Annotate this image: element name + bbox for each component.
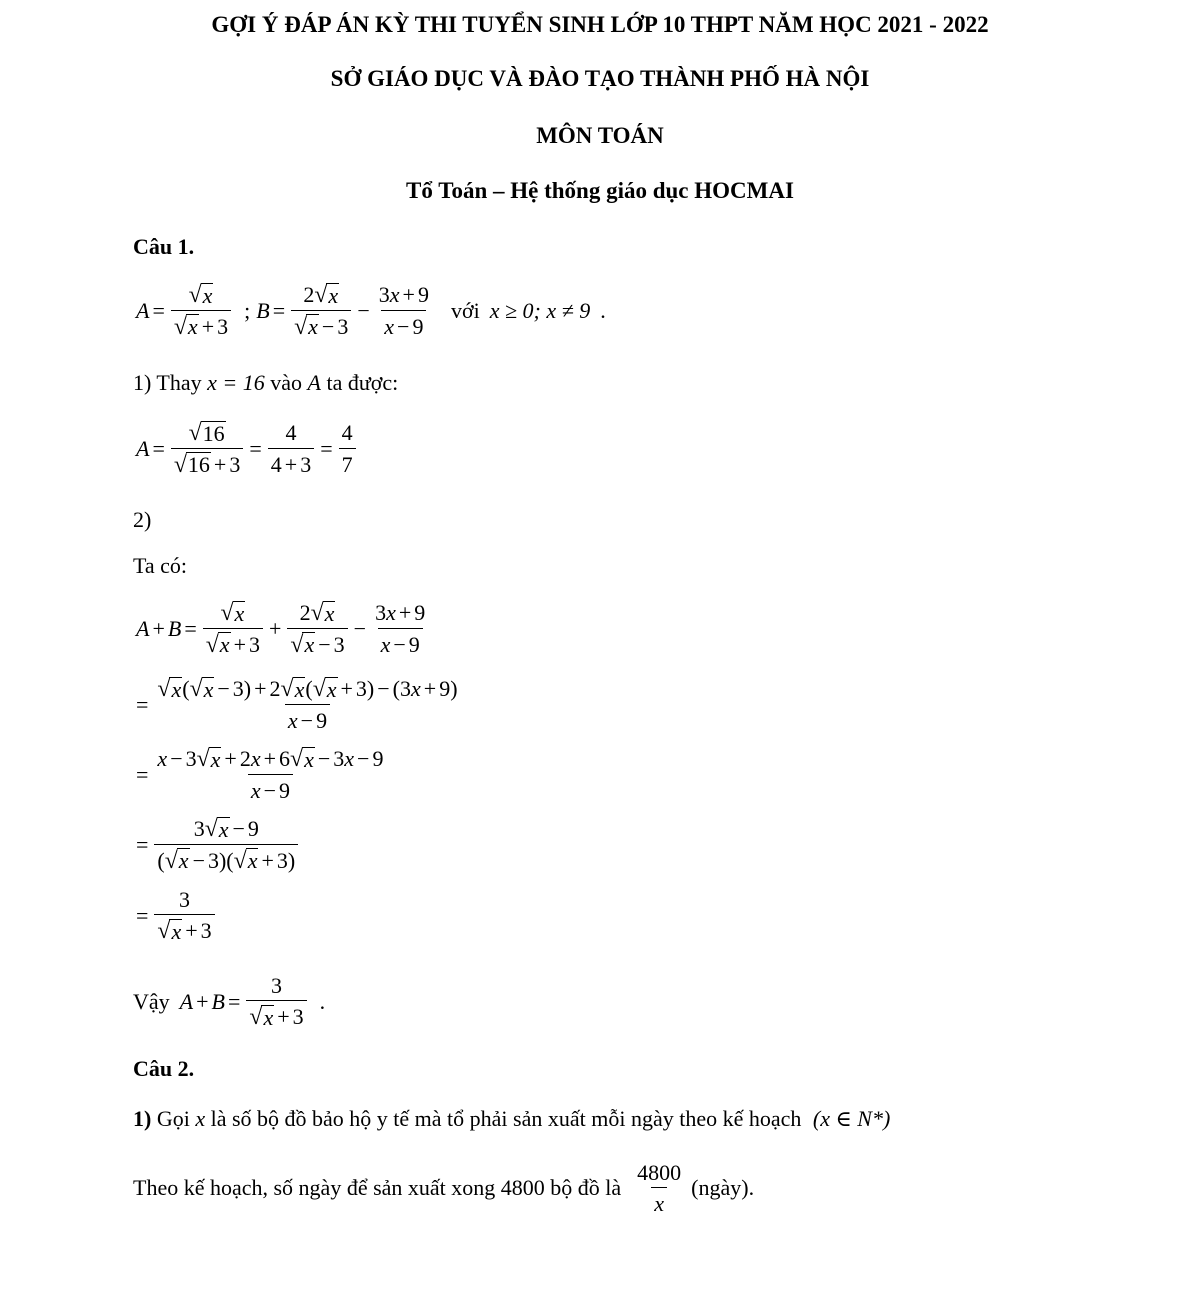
derivation-step-4: = 3 √ x − 9 ( √ x − 3)( √ x + 3) (136, 816, 301, 874)
ta-co-label: Ta có: (133, 553, 188, 578)
conclusion: Vậy A + B = 3 √ x + 3 . (133, 973, 326, 1031)
definition-a-b: A = √ x √ x + 3 ; B = 2 √ x √ x − 3 − $\frac{3x + 9}{x - 9}$ với x ≥ 0; x ≠ 9 . (136, 282, 606, 340)
doc-subject: MÔN TOÁN (536, 123, 664, 148)
cau1-title: Câu 1. (133, 234, 195, 259)
doc-department: SỞ GIÁO DỤC VÀ ĐÀO TẠO THÀNH PHỐ HÀ NỘI (330, 66, 870, 91)
doc-author: Tổ Toán – Hệ thống giáo dục HOCMAI (406, 178, 794, 203)
with-label: với (450, 297, 480, 323)
semicolon: ; (244, 297, 251, 323)
part2-label: 2) (133, 507, 152, 532)
part1-computation: A = √ 16 √ 16 + 3 = $\frac{4}{4 + 3}$ = $\frac{4}{7}$ (136, 420, 359, 478)
cau2-part1: 1) Gọi x là số bộ đồ bảo hộ y tế mà tổ phải sản xuất mỗi ngày theo kế hoạch (x ∈ N*) (133, 1106, 891, 1131)
derivation-step-1: A + B = √ x √ x + 3 + 2 √ x √ x − 3 − $\frac{3x + 9}{x - 9}$ (136, 600, 426, 658)
doc-title: GỢI Ý ĐÁP ÁN KỲ THI TUYỂN SINH LỚP 10 THPT NĂM HỌC 2021 - 2022 (211, 12, 989, 37)
derivation-step-5: = 3 √ x + 3 (136, 887, 218, 944)
cau2-part2: Theo kế hoạch, số ngày để sản xuất xong 4800 bộ đồ là $\frac{4800}{x}$ (ngày). (133, 1160, 755, 1217)
cau2-title: Câu 2. (133, 1056, 195, 1081)
derivation-step-3: = x − 3 √ x + 2x + 6 √ x − 3x − 9 x − 9 (136, 746, 384, 803)
part1-statement: 1) Thay x = 16 vào A ta được: (133, 370, 399, 395)
derivation-step-2: = √ x ( √ x − 3) + 2 √ x ( √ x + 3) − (3x + 9) x − 9 (136, 676, 458, 733)
vay-label: Vậy (133, 988, 170, 1014)
condition: x ≥ 0; x ≠ 9 (489, 297, 591, 323)
